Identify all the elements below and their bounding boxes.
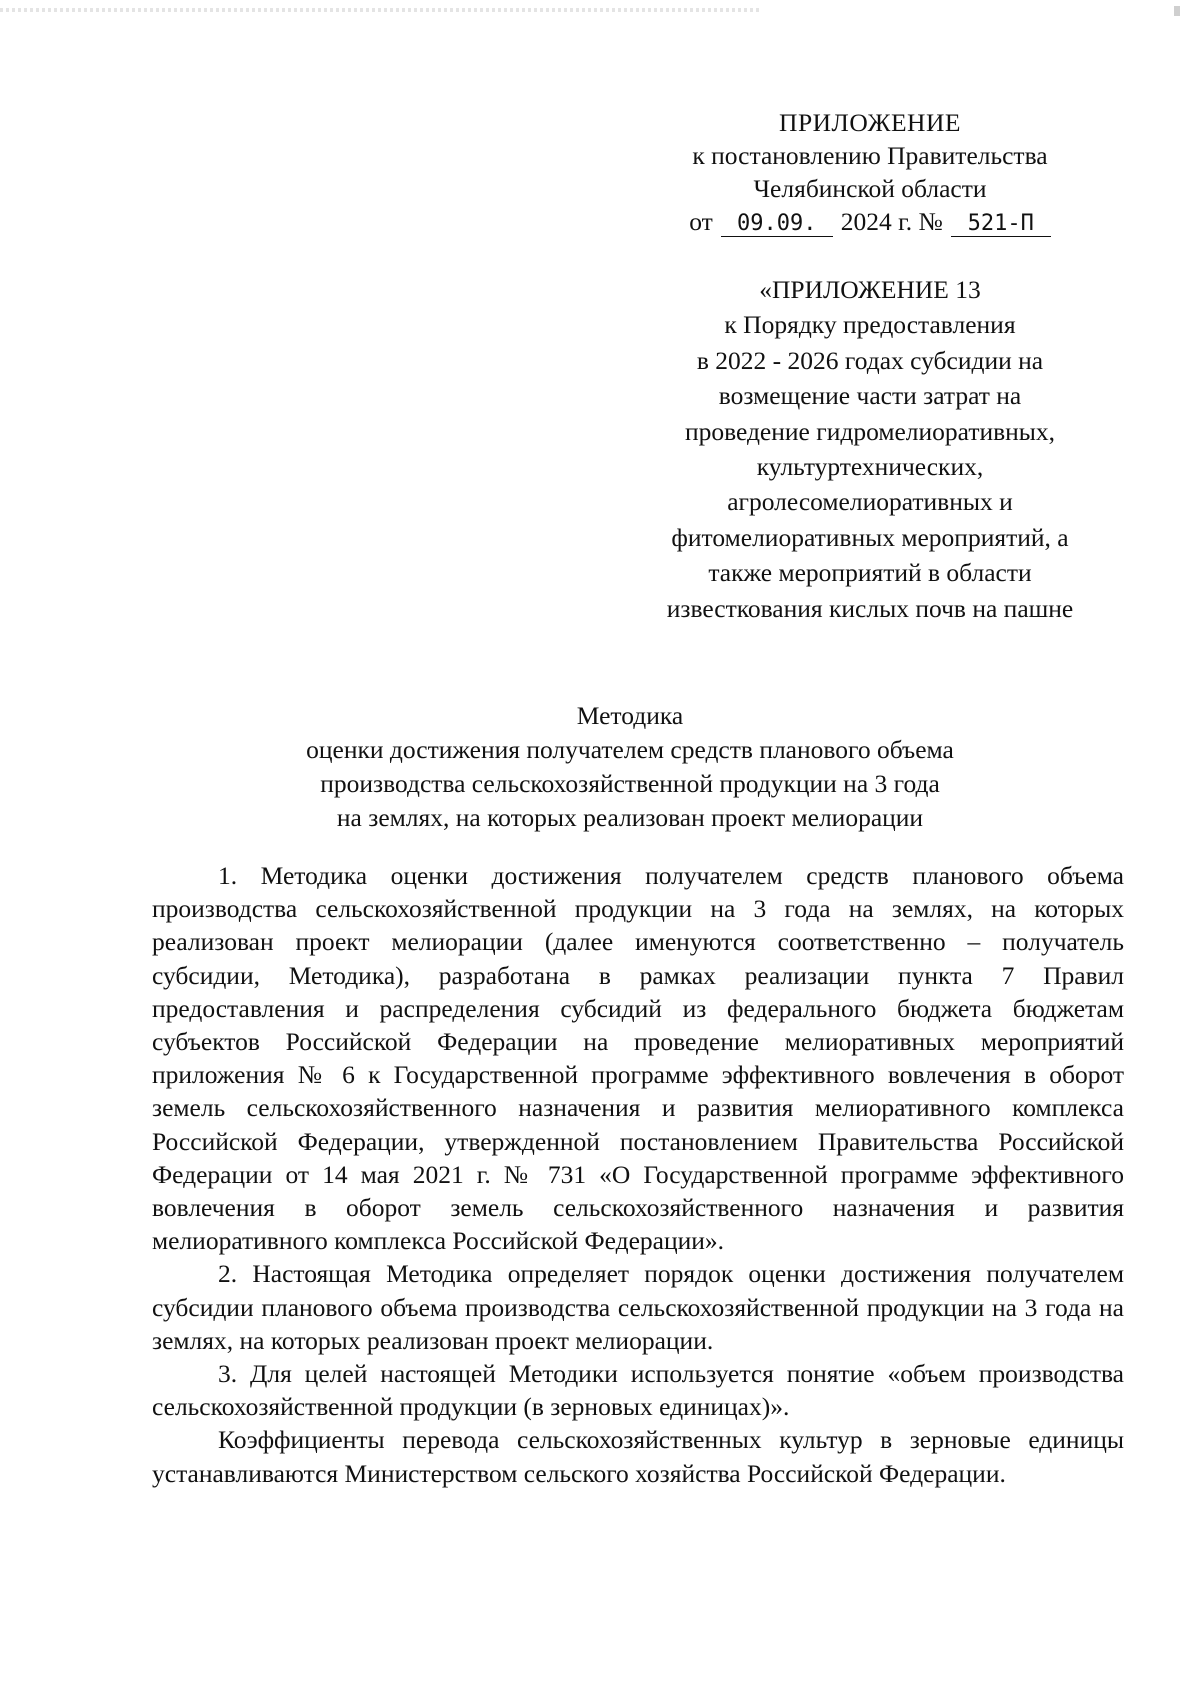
method-subtitle-line: производства сельскохозяйственной продукции на 3 года — [320, 769, 940, 798]
appendix13-line: в 2022 - 2026 годах субсидии на — [696, 345, 1044, 375]
paragraph-3: 3. Для целей настоящей Методики используется понятие «объем производства сельскохозяйственной продукции (в зерновых единицах)». — [152, 1359, 1124, 1422]
scan-artifact-dot — [1174, 6, 1180, 16]
appendix-13-header — [620, 272, 1120, 626]
paragraph-1: 1. Методика оценки достижения получателем средств планового объема производства сельскохозяйственной продукции на 3 года на землях, на которых реализован проект мелиорации (далее именуются соответственно – получатель субсидии, Методика), разработана в рамках реализации пункта 7 Правил предоставления и распределения субсидий из федерального бюджета бюджетам субъектов Российской Федерации на проведение мелиоративных мероприятий приложения № 6 к Государственной программе эффективного вовлечения в оборот земель сельскохозяйственного назначения и развития мелиоративного комплекса Российской Федерации, утвержденной постановлением Правительства Российской Федерации от 14 мая 2021 г. № 731 «О Государственной программе эффективного вовлечения в оборот земель сельскохозяйственного назначения и развития мелиоративного комплекса Российской Федерации». — [152, 861, 1124, 1256]
paragraph-2: 2. Настоящая Методика определяет порядок оценки достижения получателем субсидии планового объема производства сельскохозяйственной продукции на 3 года на землях, на которых реализован проект мелиорации. — [152, 1259, 1124, 1355]
appendix13-line: проведение гидромелиоративных, — [684, 416, 1056, 446]
appendix13-line: также мероприятий в области — [708, 558, 1032, 588]
appendix13-line: возмещение части затрат на — [718, 381, 1022, 411]
date-prefix: от — [689, 207, 713, 236]
appendix13-line: известкования кислых почв на пашне — [666, 593, 1074, 623]
appendix-title: ПРИЛОЖЕНИЕ — [779, 108, 961, 137]
appendix13-line: культуртехнических, — [756, 452, 984, 482]
appendix-line: Челябинской области — [753, 174, 987, 203]
document-body — [152, 859, 1124, 1490]
appendix13-line: «ПРИЛОЖЕНИЕ 13 — [759, 275, 981, 304]
paragraph-4: Коэффициенты перевода сельскохозяйственных культур в зерновые единицы устанавливаются Министерством сельского хозяйства Российской Федерации. — [152, 1425, 1124, 1488]
date-value: 09.09. — [721, 212, 833, 237]
appendix-header — [620, 106, 1120, 238]
appendix13-line: фитомелиоративных мероприятий, а — [671, 522, 1069, 552]
method-title-block — [150, 699, 1110, 835]
method-title: Методика — [576, 701, 684, 730]
appendix13-line: агролесомелиоративных и — [727, 487, 1013, 517]
year-text: 2024 г. № — [840, 207, 943, 236]
appendix13-line: к Порядку предоставления — [724, 310, 1016, 340]
method-subtitle-line: на землях, на которых реализован проект мелиорации — [336, 803, 924, 832]
scan-artifact — [0, 8, 760, 12]
appendix-line: к постановлению Правительства — [692, 141, 1048, 170]
method-subtitle-line: оценки достижения получателем средств планового объема — [306, 735, 954, 764]
appendix-date-line — [620, 205, 1120, 238]
decree-number: 521-П — [951, 212, 1051, 237]
